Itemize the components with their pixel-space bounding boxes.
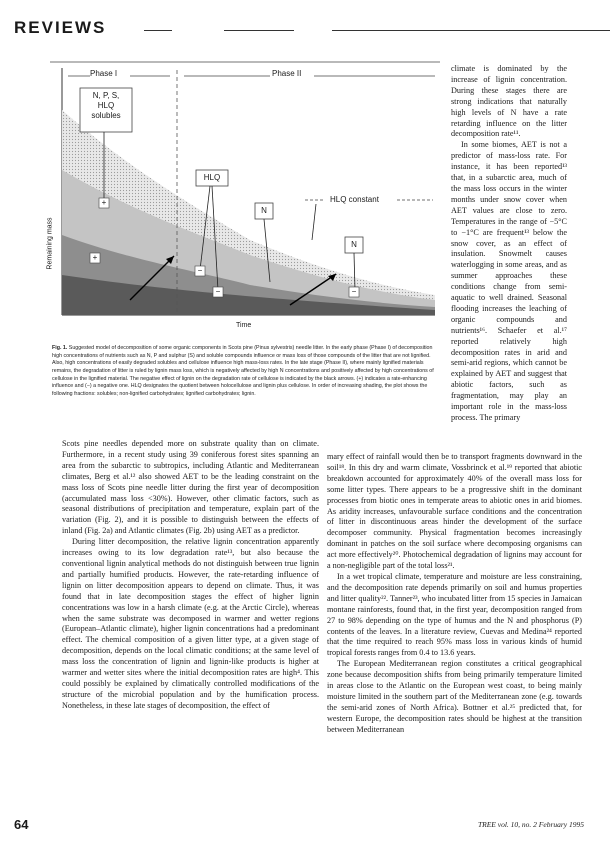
- header-rule-3: [332, 30, 610, 31]
- decomposition-figure: [46, 60, 440, 385]
- nps-label: [80, 91, 132, 121]
- paragraph: mary effect of rainfall would then be to transport fragments downward in the soil¹⁸. In this dry and warm climate, Vossbrinck et al.¹⁹ reported that abiotic breakdown accounted for approximately 40% of the overall mass loss for some litter types. There appears to be a progressive shift in the dominant processes from biotic ones in temperate areas to abiotic ones in arid biomes. As aridity increases, unfavourable surface conditions and the concentration of litter in discontinuous areas hinder the development of the surface decomposer community. Physical fragmentation becomes increasingly dominant in patches on the soil surface where decomposing organisms can act more effectively²⁰. Photochemical degradation of lignins may account for a non-negligible part of the total loss²¹.: [327, 452, 582, 571]
- right-column-top: [451, 64, 567, 424]
- journal-citation: TREE vol. 10, no. 2 February 1995: [477, 820, 584, 829]
- paragraph: Scots pine needles depended more on substrate quality than on climate. Furthermore, in a recent study using 39 coniferous forest sites spanning an area from the subarctic to subtropics, including Atlantic and Mediterranean climates, Berg et al.¹² also showed AET to be the leading constraint on the mass loss of Scots pine needle litter during the first year of decomposition (accumulated mass loss <30%). However, other climatic factors, such as seasonal distributions of precipitation and temperature, explain part of the variation (Fig. 2), and it is possible to distinguish between the effects of inland (Fig. 2a) and Atlantic climates (Fig. 2b) using AET as a predictor.: [62, 439, 319, 536]
- phase-2-label: Phase II: [272, 69, 302, 78]
- figure-caption: [52, 345, 440, 399]
- nps-line: N, P, S,: [92, 91, 120, 100]
- phase-1-label: Phase I: [90, 69, 118, 78]
- header-rule-2: [224, 30, 294, 31]
- paragraph: During litter decomposition, the relative lignin concentration apparently increases owing to its low degradation rate¹³, but also because the conventional lignin analytical methods do not distinguish between true lignin and partially humified products. However, the rate-retarding influence of lignin on litter decomposition appears to depend on climate. Thus, it was found that in late decomposition stages the effect of higher lignin concentrations was low in a harsh climate (e.g. at the Arctic Circle), whereas when the same substrate was decomposed in warmer and wetter regions (European–Atlantic climate), higher lignin concentrations had a predominant effect. The chemical composition of a given litter type, at a given stage of decomposition, depends on the local climatic conditions; at the same level of mass loss the concentration of lignin and lignin-like products is higher at warmer and wetter sites where the initial decomposition rates are high⁴. This could possibly be explained by climatically controlled modifications of the structure of the microbial population and by the humification process. Nonetheless, in these late stages of decomposition, the effect of: [62, 537, 319, 710]
- page-number: 64: [14, 817, 29, 832]
- plus-sign-2: +: [92, 253, 98, 262]
- minus-sign-1: −: [197, 266, 203, 275]
- x-axis-label: Time: [236, 322, 252, 329]
- minus-sign-3: −: [351, 287, 357, 296]
- paragraph: In a wet tropical climate, temperature and moisture are less constraining, and the decomposition rate depends primarily on soil and humus properties and litter quality²². Tanner²³, who incubated litter from 15 species in Jamaican montane rainforests, found that, in the first year, decomposition ranged from 27 to 98% depending on the type of humus and the N and phosphorus (P) contents of the leaves. In a literature review, Cuevas and Medina²⁴ reported that the time required to reach 95% mass loss in various kinds of humid tropical forests ranges from 0.4 to 13.6 years.: [327, 571, 582, 658]
- hlq-constant-label: HLQ constant: [330, 195, 379, 204]
- hlq-box-label: HLQ: [203, 173, 221, 182]
- paragraph: The European Mediterranean region constitutes a critical geographical zone because decomposition shifts from being primarily temperature limited in areas close to the Atlantic on the European west coast, to being mainly moisture limited in the southern part of the Mediterranean zone (e.g. towards the semi-arid zones of North Africa). Bottner et al.²⁵ predicted that, for western Europe, the decomposition rates should be highest at the transition between Mediterranean: [327, 659, 582, 734]
- n-box-1-label: N: [261, 206, 267, 215]
- caption-text: Suggested model of decomposition of some organic components in Scots pine (Pinus sylvestris) needle litter. In the early phase (Phase I) of decomposition high concentrations of nutrients such as N, P and sulphur (S) and soluble compounds influence or mass loss of those compounds of the litter that are not lignified. Also, high concentrations of easily degraded solubles and cellulose influence high mass-loss rates. In the late stage (Phase II), where mainly lignified materials remains, the degradation of litter is ruled by lignin mass loss, which is negatively affected by high N concentrations and positively affected by high concentrations of cellulose in the lignified material. The negative effect of lignin on the degradation rate of cellulose is indicated by the black arrows. (+) indicates a rate-enhancing influence and (−) a negative one. HLQ designates the quotient between holocellulose and lignin plus cellulose. In order of increasing shading, the plot shows the following fractions: solubles; non-lignified carbohydrates; lignified carbohydrates; lignin.: [52, 345, 434, 398]
- paragraph: In some biomes, AET is not a predictor of mass-loss rate. For instance, it has been reported¹³ that, in a subarctic area, much of the mass loss occurs in the winter months under snow cover when AET values are close to zero. Temperatures in the range of −5°C to −1°C are frequent¹³ below the snow cover, as an effect of insulation. Snowmelt causes waterlogging in some areas, and as summer approaches these conditions change from semi-aquatic to well drained. Seasonal flooding increases the leaching of organic compounds and nutrients¹⁶. Schaefer et al.¹⁷ reported relatively high decomposition rates in arid and semi-arid regions, which cannot be explained by AET and suggest that abiotic factors, such as fragmentation, may play an important role in the mass-loss process. The primary: [451, 140, 567, 422]
- hlq-line: HLQ: [97, 101, 115, 110]
- y-axis-label: Remaining mass: [46, 217, 54, 270]
- paragraph: climate is dominated by the increase of lignin concentration. During these stages there are strong indications that naturally high levels of N have a rate retarding influence on the litter decomposition rate¹¹.: [451, 64, 567, 139]
- minus-sign-2: −: [215, 287, 221, 296]
- page-header: [14, 18, 596, 38]
- n-box-2-label: N: [351, 240, 357, 249]
- right-column-bottom: [327, 452, 582, 736]
- header-rule-1: [144, 30, 172, 31]
- left-column-bottom: [62, 439, 319, 712]
- section-title: REVIEWS: [14, 18, 107, 37]
- solubles-line: solubles: [91, 111, 121, 120]
- plus-sign-1: +: [101, 198, 107, 207]
- caption-label: Fig. 1.: [52, 345, 68, 351]
